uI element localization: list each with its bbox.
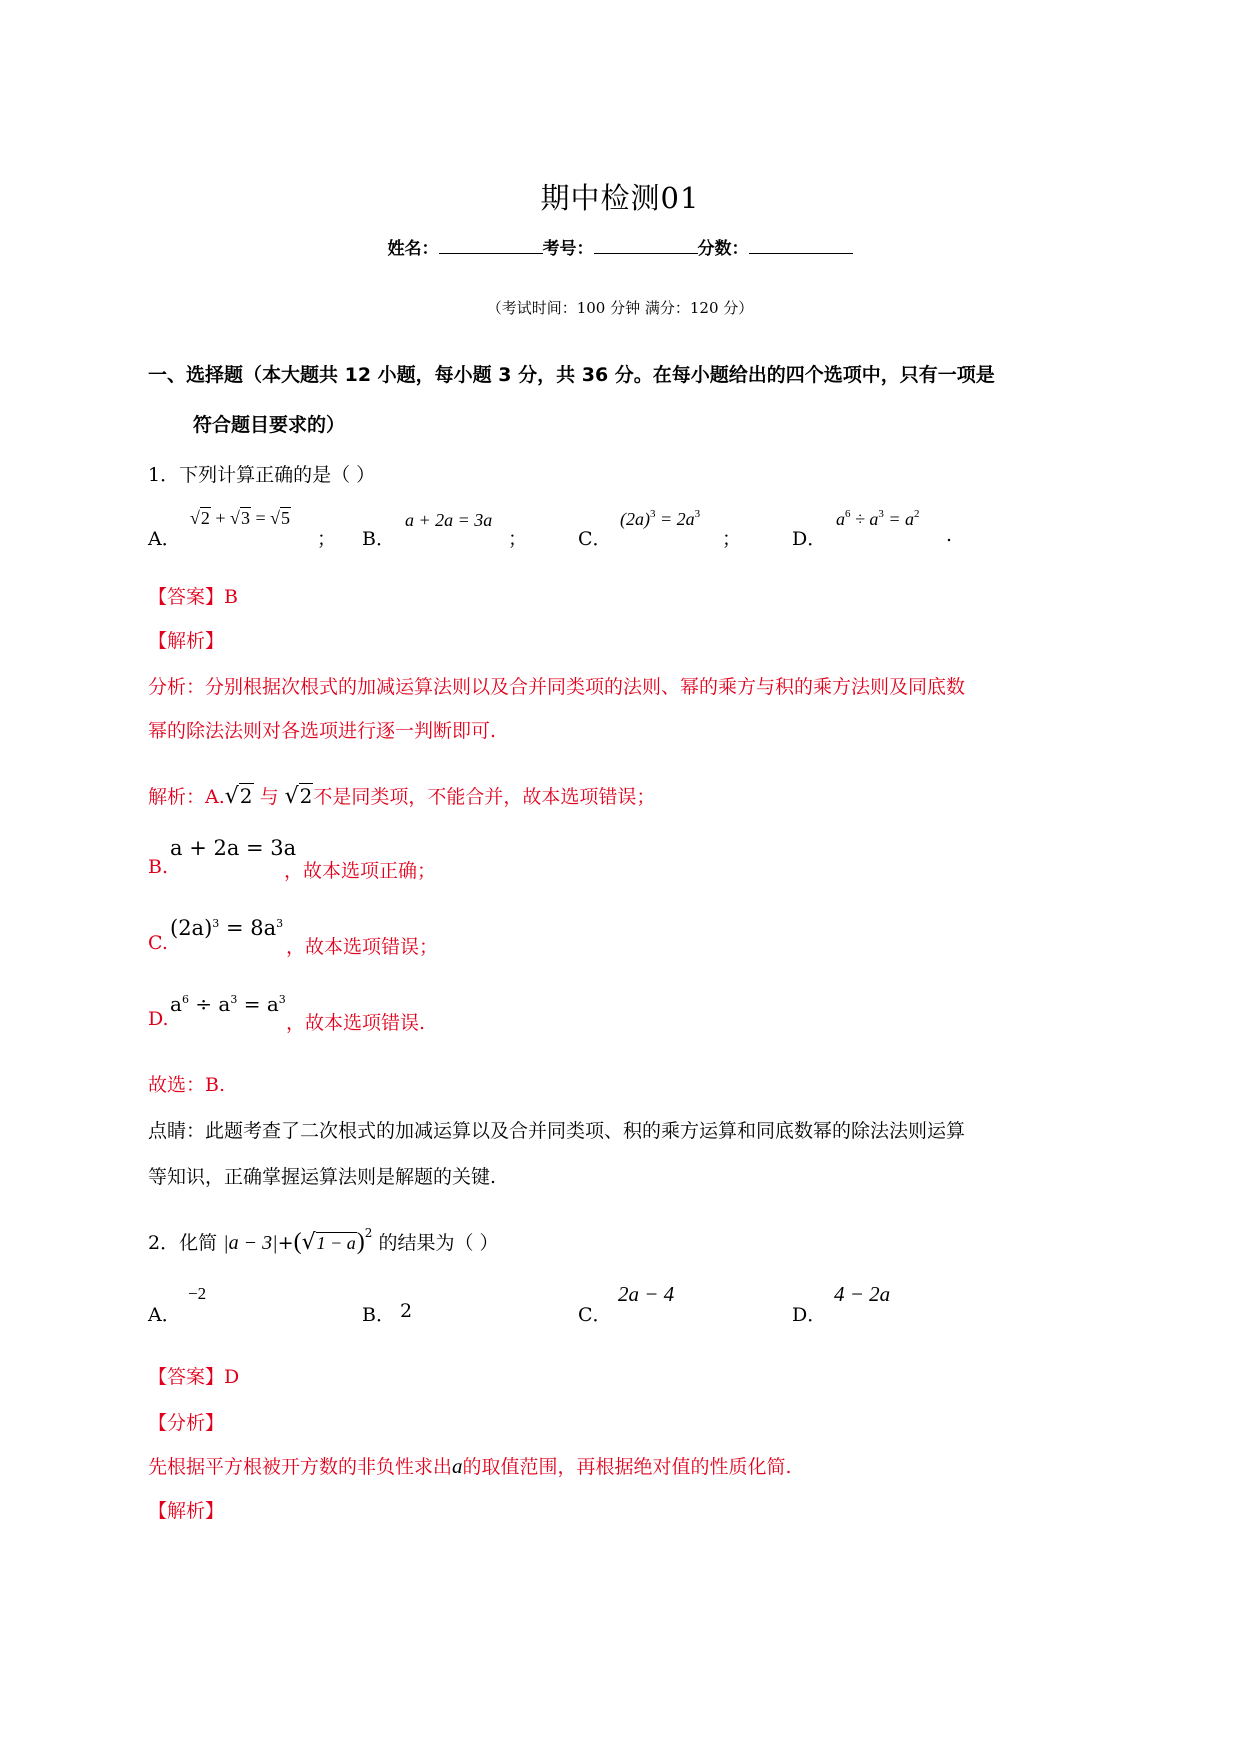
q2-option-d: D．	[792, 1304, 827, 1326]
q1-option-b: B．	[362, 528, 395, 550]
stem-suffix: 的结果为（ ）	[378, 1232, 499, 1254]
q1-option-d-expr	[836, 508, 920, 530]
q1-option-c-expr	[620, 508, 700, 530]
option-label: A．	[148, 528, 181, 550]
exponent: 6	[181, 993, 189, 1006]
q1-solution-c-suffix: ，故本选项错误；	[286, 936, 439, 958]
analysis-suffix: 的取值范围，再根据绝对值的性质化简.	[462, 1456, 792, 1478]
q2-analysis-label: 【分析】	[148, 1412, 225, 1434]
radicand: 5	[280, 508, 290, 528]
q1-stem: 1．下列计算正确的是（ ）	[148, 464, 376, 486]
exponent: 3	[878, 508, 884, 520]
q2-option-d-value: 4 − 2a	[834, 1282, 891, 1306]
exponent: 3	[230, 993, 238, 1006]
prefix: 解析：A.	[148, 786, 225, 808]
q1-solution-a: 解析：A.√2 与 √2不是同类项，不能合并，故本选项错误；	[148, 784, 656, 809]
abs-expression: a − 3	[228, 1232, 273, 1254]
q1-comment-line2: 等知识，正确掌握运算法则是解题的关键.	[148, 1166, 497, 1188]
q1-solution-c-expr	[170, 916, 283, 940]
page-title: 期中检测01	[540, 181, 700, 215]
q1-solution-d-suffix: ，故本选项错误.	[286, 1012, 426, 1034]
plus-sign: +	[277, 1232, 294, 1254]
rhs: = 2a	[660, 509, 695, 529]
score-label: 分数：	[697, 239, 749, 259]
q2-option-b-value: 2	[400, 1300, 413, 1322]
section-heading-cont: 符合题目要求的）	[193, 414, 346, 436]
id-label: 考号：	[542, 239, 594, 259]
q2-option-a-value: −2	[188, 1284, 207, 1303]
base: a	[836, 509, 845, 529]
q1-solution-c-prefix: C.	[148, 932, 168, 954]
q2-option-c: C．	[578, 1304, 612, 1326]
exponent: 3	[212, 917, 220, 930]
variable: a	[452, 1454, 463, 1478]
student-info-line	[0, 234, 1240, 259]
q1-analysis-line1: 分析：分别根据次根式的加减运算法则以及合并同类项的法则、幂的乘方与积的乘方法则及同底数	[148, 676, 966, 698]
section-heading: 一、选择题（本大题共 12 小题，每小题 3 分，共 36 分。在每小题给出的四个选项中，只有一项是	[148, 364, 995, 386]
equals: = a	[888, 509, 915, 529]
q1-solution-b-expr: a + 2a = 3a	[170, 836, 297, 860]
exponent: 6	[845, 508, 851, 520]
exponent: 3	[278, 993, 286, 1006]
q1-choice: 故选：B.	[148, 1074, 226, 1096]
q2-option-a: A．	[148, 1304, 181, 1326]
exponent: 3	[276, 917, 284, 930]
q2-solution-label: 【解析】	[148, 1500, 225, 1522]
q1-solution-d-prefix: D.	[148, 1008, 169, 1030]
exponent: 2	[914, 508, 920, 520]
q1-option-a-expr: √2 + √3 = √5	[190, 508, 290, 528]
q2-answer: 【答案】D	[148, 1366, 240, 1388]
connector: 与	[259, 786, 279, 808]
operator: ÷ a	[855, 509, 879, 529]
q2-option-c-value: 2a − 4	[618, 1282, 675, 1306]
lhs: (2a)	[170, 916, 213, 940]
rhs: = 8a	[225, 916, 277, 940]
name-label: 姓名：	[387, 239, 439, 259]
q1-analysis-label: 【解析】	[148, 630, 225, 652]
operator: ÷ a	[195, 992, 231, 1016]
q1-option-d: D．	[792, 528, 827, 550]
q1-analysis-line2: 幂的除法法则对各选项进行逐一判断即可.	[148, 720, 497, 742]
separator: .	[946, 524, 953, 546]
q1-option-b-expr: a + 2a = 3a	[405, 510, 493, 530]
q1-answer: 【答案】B	[148, 586, 238, 608]
radicand: 2	[200, 508, 210, 528]
exam-info: （考试时间：100 分钟 满分：120 分）	[486, 299, 754, 317]
exponent: 2	[364, 1226, 373, 1240]
q1-solution-b-prefix: B.	[148, 856, 169, 878]
id-blank[interactable]	[594, 239, 698, 254]
suffix: 不是同类项，不能合并，故本选项错误；	[313, 786, 656, 808]
radicand: 2	[299, 784, 313, 808]
q2-stem: 2．化简 $|a - 3|+(√1 - a)^2$ 的结果为（ ）	[148, 1226, 499, 1255]
q1-option-c: C．	[578, 528, 612, 550]
base: a	[170, 992, 182, 1016]
q2-option-b: B．	[362, 1304, 395, 1326]
score-blank[interactable]	[749, 239, 853, 254]
radicand: 1 − a	[316, 1233, 356, 1253]
equals: = a	[243, 992, 279, 1016]
stem-prefix: 2．化简	[148, 1232, 218, 1254]
q1-comment-line1: 点睛：此题考查了二次根式的加减运算以及合并同类项、积的乘方运算和同底数幂的除法法则运算	[148, 1120, 966, 1142]
radicand: 3	[240, 508, 250, 528]
radicand: 2	[239, 784, 253, 808]
separator: ；	[508, 528, 528, 550]
q1-solution-d-expr	[170, 992, 286, 1016]
name-blank[interactable]	[439, 239, 543, 254]
exponent: 3	[694, 508, 701, 520]
lhs: (2a)	[620, 509, 650, 529]
separator: ；	[317, 528, 337, 550]
q1-option-a	[148, 524, 181, 551]
q2-analysis	[148, 1452, 792, 1479]
q1-solution-b-suffix: ，故本选项正确；	[284, 860, 437, 882]
analysis-prefix: 先根据平方根被开方数的非负性求出	[148, 1456, 453, 1478]
separator: ；	[722, 528, 742, 550]
exponent: 3	[650, 508, 656, 520]
